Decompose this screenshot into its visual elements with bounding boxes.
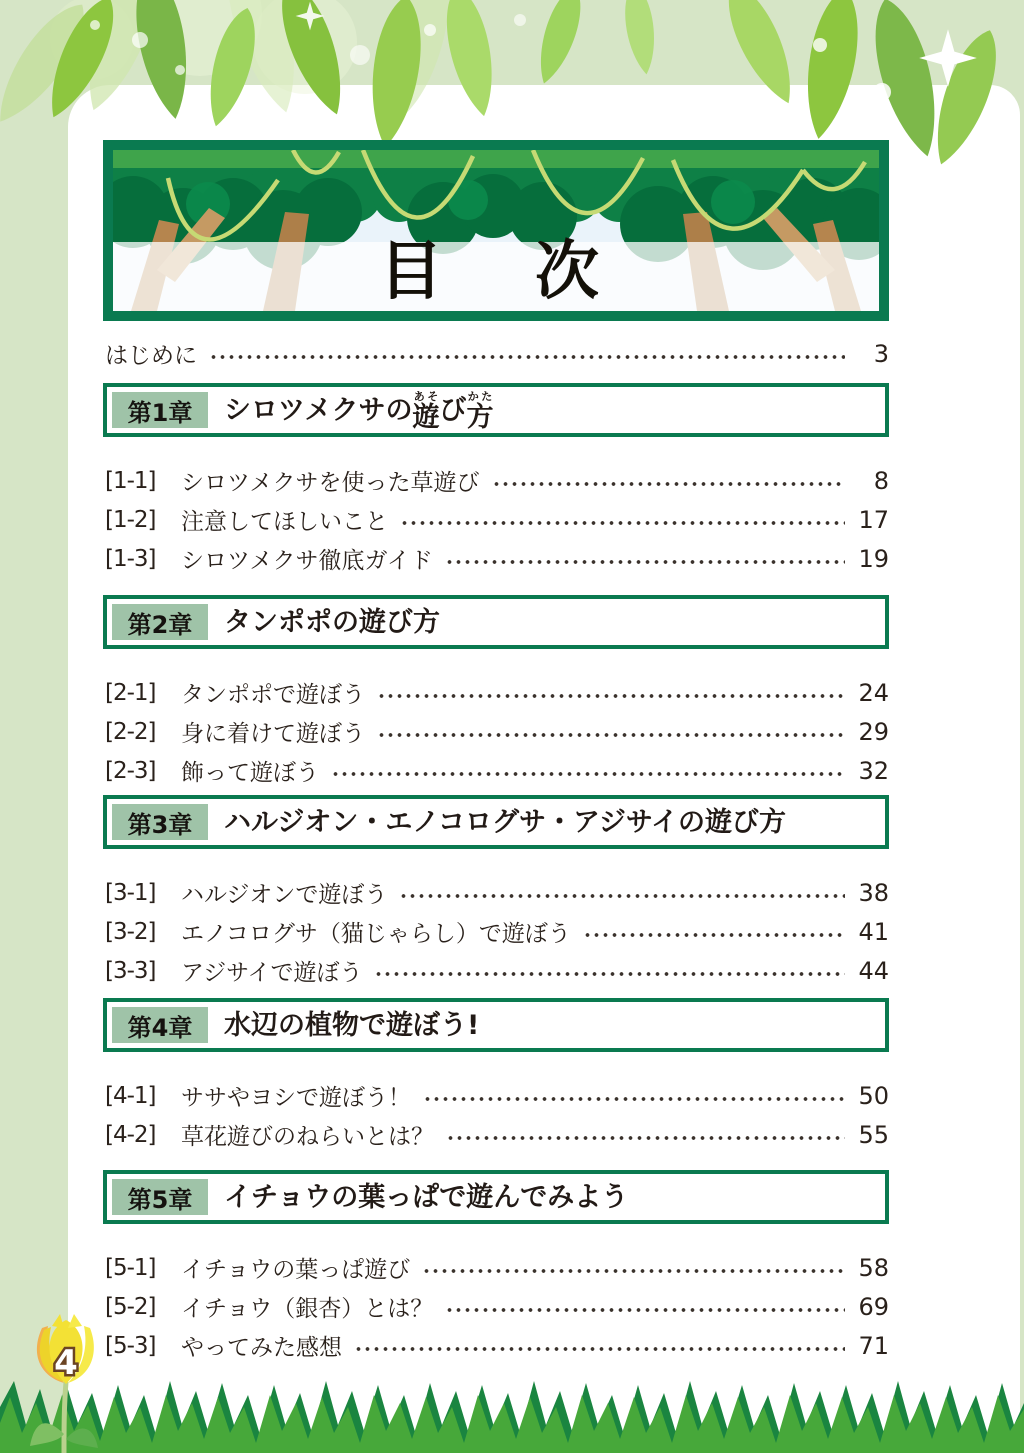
chapter-section bbox=[103, 795, 889, 990]
toc-item-row bbox=[105, 1076, 889, 1115]
chapter-header bbox=[103, 795, 889, 849]
toc-item-row bbox=[105, 539, 889, 578]
dot-leader bbox=[423, 1096, 845, 1102]
chapter-label: 第4章 bbox=[112, 1007, 208, 1043]
toc-item-title: 飾って遊ぼう bbox=[181, 760, 319, 786]
toc-item-title: シロツメクサを使った草遊び bbox=[181, 470, 480, 496]
grass-decoration bbox=[0, 1373, 1024, 1453]
chapter-header bbox=[103, 1170, 889, 1224]
dot-leader bbox=[445, 559, 845, 565]
dot-leader bbox=[209, 354, 845, 360]
chapter-label: 第5章 bbox=[112, 1179, 208, 1215]
toc-item-row bbox=[105, 751, 889, 790]
page-number: 4 bbox=[54, 1343, 78, 1383]
dot-leader bbox=[422, 1268, 845, 1274]
toc-item-number: [1-3] bbox=[105, 545, 156, 572]
toc-item-row bbox=[105, 1287, 889, 1326]
dot-leader bbox=[400, 520, 845, 526]
chapter-title: シロツメクサの 遊あそ び 方かた bbox=[224, 389, 494, 433]
dot-leader bbox=[445, 1307, 845, 1313]
chapter-label: 第3章 bbox=[112, 804, 208, 840]
toc-item-row bbox=[105, 461, 889, 500]
toc-item-row bbox=[105, 951, 889, 990]
toc-item-page-number: 50 bbox=[858, 1081, 889, 1110]
toc-item-title: 草花遊びのねらいとは？ bbox=[181, 1124, 434, 1150]
intro-label: はじめに bbox=[105, 343, 197, 369]
toc-item-page-number: 69 bbox=[858, 1292, 889, 1321]
toc-item-title: ササやヨシで遊ぼう！ bbox=[181, 1085, 411, 1111]
page-number-tulip bbox=[14, 1312, 114, 1453]
toc-item-page-number: 29 bbox=[858, 717, 889, 746]
chapter-header bbox=[103, 998, 889, 1052]
toc-item-title: タンポポで遊ぼう bbox=[181, 682, 365, 708]
dot-leader bbox=[374, 971, 845, 977]
toc-item-page-number: 8 bbox=[873, 466, 889, 495]
chapter-items bbox=[103, 1076, 889, 1154]
toc-item-page-number: 55 bbox=[858, 1120, 889, 1149]
toc-item-number: [5-3] bbox=[105, 1332, 156, 1359]
chapter-section bbox=[103, 1170, 889, 1365]
toc-item-page-number: 38 bbox=[858, 878, 889, 907]
dot-leader bbox=[446, 1135, 845, 1141]
toc-item-row bbox=[105, 1115, 889, 1154]
dot-leader bbox=[331, 771, 845, 777]
table-of-contents bbox=[103, 0, 889, 1453]
toc-item-number: [1-1] bbox=[105, 467, 156, 494]
toc-item-title: イチョウの葉っぱ遊び bbox=[181, 1257, 411, 1283]
toc-item-page-number: 41 bbox=[858, 917, 889, 946]
chapter-title: ハルジオン・エノコログサ・アジサイの遊び方 bbox=[224, 806, 787, 838]
dot-leader bbox=[377, 693, 845, 699]
dot-leader bbox=[583, 932, 845, 938]
chapter-items bbox=[103, 1248, 889, 1365]
toc-item-title: ハルジオンで遊ぼう bbox=[181, 882, 388, 908]
chapter-label: 第2章 bbox=[112, 604, 208, 640]
toc-item-row bbox=[105, 1326, 889, 1365]
toc-item-number: [3-1] bbox=[105, 879, 156, 906]
chapter-items bbox=[103, 873, 889, 990]
toc-item-number: [5-1] bbox=[105, 1254, 156, 1281]
chapter-items bbox=[103, 673, 889, 790]
toc-item-number: [2-3] bbox=[105, 757, 156, 784]
dot-leader bbox=[492, 481, 845, 487]
chapter-items bbox=[103, 461, 889, 578]
toc-item-title: エノコログサ（猫じゃらし）で遊ぼう bbox=[181, 921, 571, 947]
toc-item-row bbox=[105, 712, 889, 751]
chapter-title: タンポポの遊び方 bbox=[224, 606, 440, 638]
dot-leader bbox=[377, 732, 845, 738]
dot-leader bbox=[399, 893, 845, 899]
dot-leader bbox=[354, 1346, 845, 1352]
toc-title: 目 次 bbox=[379, 235, 613, 309]
chapter-section bbox=[103, 595, 889, 790]
toc-item-row bbox=[105, 873, 889, 912]
chapter-label: 第1章 bbox=[112, 392, 208, 428]
toc-item-page-number: 17 bbox=[858, 505, 889, 534]
toc-item-number: [1-2] bbox=[105, 506, 156, 533]
toc-item-number: [2-1] bbox=[105, 679, 156, 706]
toc-item-page-number: 71 bbox=[858, 1331, 889, 1360]
toc-item-title: シロツメクサ徹底ガイド bbox=[181, 548, 433, 574]
chapter-section bbox=[103, 383, 889, 578]
toc-item-row bbox=[105, 912, 889, 951]
toc-intro-row bbox=[105, 334, 889, 373]
toc-item-title: イチョウ（銀杏）とは？ bbox=[181, 1296, 434, 1322]
toc-item-number: [2-2] bbox=[105, 718, 156, 745]
toc-item-row bbox=[105, 1248, 889, 1287]
toc-item-page-number: 44 bbox=[858, 956, 889, 985]
toc-item-number: [4-1] bbox=[105, 1082, 156, 1109]
chapter-section bbox=[103, 998, 889, 1154]
tulip-stem bbox=[64, 1382, 66, 1453]
toc-item-number: [3-2] bbox=[105, 918, 156, 945]
toc-item-row bbox=[105, 673, 889, 712]
toc-item-title: やってみた感想 bbox=[181, 1335, 342, 1361]
toc-item-page-number: 58 bbox=[858, 1253, 889, 1282]
toc-item-title: 身に着けて遊ぼう bbox=[181, 721, 365, 747]
intro-page-number: 3 bbox=[873, 339, 889, 368]
chapter-title: イチョウの葉っぱで遊んでみよう bbox=[224, 1181, 629, 1213]
chapter-header bbox=[103, 383, 889, 437]
toc-item-number: [4-2] bbox=[105, 1121, 156, 1148]
toc-item-page-number: 32 bbox=[858, 756, 889, 785]
chapter-title: 水辺の植物で遊ぼう! bbox=[224, 1009, 480, 1041]
toc-item-row bbox=[105, 500, 889, 539]
toc-item-title: アジサイで遊ぼう bbox=[181, 960, 363, 986]
chapter-header bbox=[103, 595, 889, 649]
toc-item-title: 注意してほしいこと bbox=[181, 509, 388, 535]
toc-item-page-number: 19 bbox=[858, 544, 889, 573]
toc-item-number: [3-3] bbox=[105, 957, 156, 984]
toc-item-page-number: 24 bbox=[858, 678, 889, 707]
toc-item-number: [5-2] bbox=[105, 1293, 156, 1320]
